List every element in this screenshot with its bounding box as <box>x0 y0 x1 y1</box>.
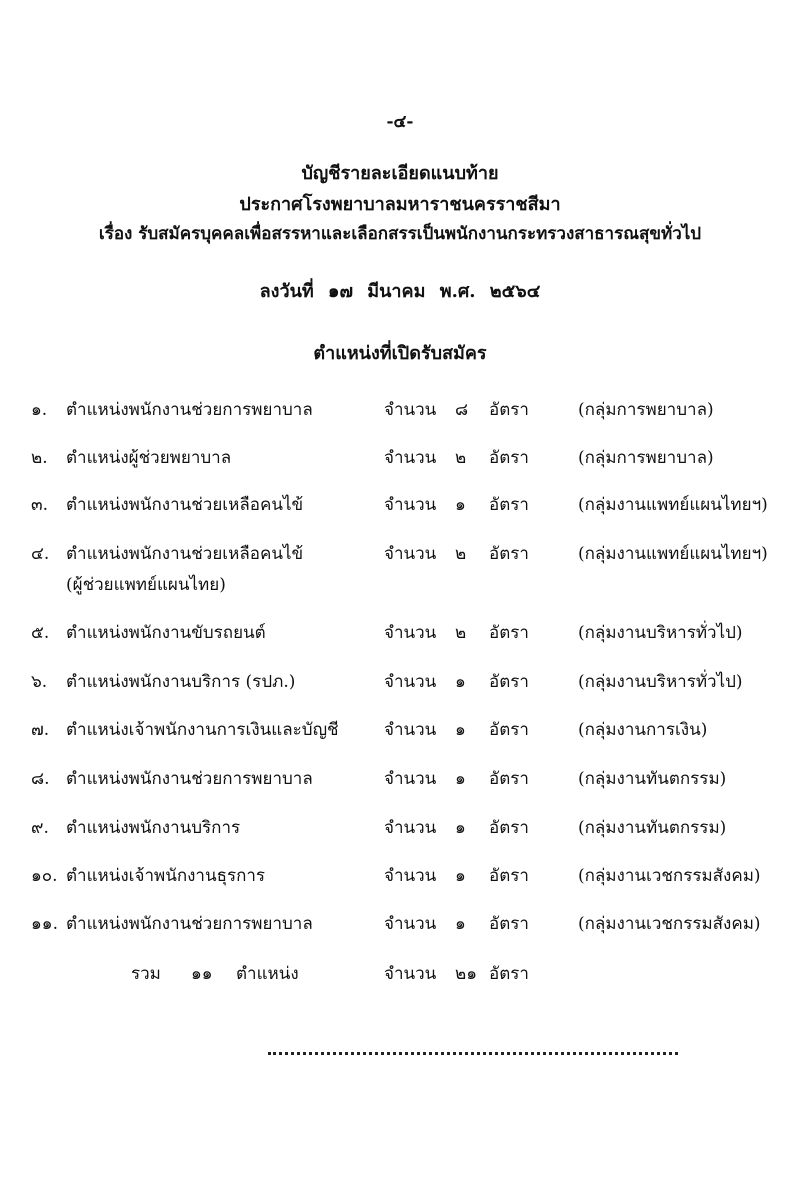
total-count: ๒๑ <box>455 964 477 984</box>
position-number: ๘. <box>31 769 50 789</box>
position-title: ตำแหน่งพนักงานบริการ (รปภ.) <box>66 672 296 692</box>
header-line-1: บัญชีรายละเอียดแนบท้าย <box>301 163 499 184</box>
position-count: ๒ <box>455 448 467 468</box>
count-label: จำนวน <box>384 818 437 838</box>
position-row <box>0 814 800 844</box>
position-count: ๒ <box>455 544 467 564</box>
position-number: ๗. <box>31 720 50 740</box>
position-title: ตำแหน่งพนักงานช่วยการพยาบาล <box>66 400 313 420</box>
total-count-unit: อัตรา <box>489 964 529 984</box>
count-label: จำนวน <box>384 720 437 740</box>
position-title: ตำแหน่งผู้ช่วยพยาบาล <box>66 448 232 468</box>
position-number: ๒. <box>31 448 48 468</box>
position-subtitle: (ผู้ช่วยแพทย์แผนไทย) <box>66 575 226 595</box>
position-count: ๘ <box>455 400 469 420</box>
section-title: ตำแหน่งที่เปิดรับสมัคร <box>313 343 487 364</box>
position-row <box>0 668 800 698</box>
count-unit: อัตรา <box>489 672 529 692</box>
position-title: ตำแหน่งพนักงานขับรถยนต์ <box>66 623 266 643</box>
position-row <box>0 491 800 521</box>
position-count: ๑ <box>455 914 466 934</box>
position-row <box>0 765 800 795</box>
position-row <box>0 444 800 474</box>
position-row <box>0 716 800 746</box>
count-label: จำนวน <box>384 914 437 934</box>
position-number: ๔. <box>31 544 50 564</box>
count-label: จำนวน <box>384 623 437 643</box>
position-department: (กลุ่มงานแพทย์แผนไทยฯ) <box>578 544 768 564</box>
position-number: ๑. <box>31 400 48 420</box>
position-number: ๑๐. <box>31 866 58 886</box>
total-label: รวม <box>131 964 161 984</box>
position-count: ๑ <box>455 769 466 789</box>
position-title: ตำแหน่งพนักงานบริการ <box>66 818 241 838</box>
count-unit: อัตรา <box>489 914 529 934</box>
count-label: จำนวน <box>384 769 437 789</box>
count-unit: อัตรา <box>489 544 529 564</box>
position-department: (กลุ่มงานบริหารทั่วไป) <box>578 672 743 692</box>
position-row <box>0 862 800 892</box>
position-department: (กลุ่มงานเวชกรรมสังคม) <box>578 866 761 886</box>
position-row <box>0 910 800 940</box>
page-number: -๔- <box>386 112 414 132</box>
total-positions-count: ๑๑ <box>191 964 213 984</box>
position-title: ตำแหน่งพนักงานช่วยเหลือคนไข้ <box>66 495 304 515</box>
count-unit: อัตรา <box>489 818 529 838</box>
position-number: ๕. <box>31 623 50 643</box>
count-label: จำนวน <box>384 544 437 564</box>
count-label: จำนวน <box>384 400 437 420</box>
position-number: ๓. <box>31 495 49 515</box>
count-label: จำนวน <box>384 448 437 468</box>
position-row <box>0 396 800 426</box>
position-title: ตำแหน่งพนักงานช่วยการพยาบาล <box>66 914 313 934</box>
total-positions-unit: ตำแหน่ง <box>236 964 299 984</box>
position-count: ๑ <box>455 672 466 692</box>
count-unit: อัตรา <box>489 623 529 643</box>
count-label: จำนวน <box>384 866 437 886</box>
position-department: (กลุ่มงานทันตกรรม) <box>578 818 727 838</box>
position-department: (กลุ่มงานเวชกรรมสังคม) <box>578 914 761 934</box>
position-count: ๑ <box>455 818 466 838</box>
position-department: (กลุ่มการพยาบาล) <box>578 400 714 420</box>
count-unit: อัตรา <box>489 448 529 468</box>
position-title: ตำแหน่งพนักงานช่วยการพยาบาล <box>66 769 313 789</box>
position-department: (กลุ่มงานแพทย์แผนไทยฯ) <box>578 495 768 515</box>
position-number: ๖. <box>31 672 48 692</box>
position-row <box>0 540 800 595</box>
count-label: จำนวน <box>384 672 437 692</box>
position-count: ๑ <box>455 720 466 740</box>
count-unit: อัตรา <box>489 720 529 740</box>
position-count: ๑ <box>455 495 466 515</box>
announcement-date: ลงวันที่ ๑๗ มีนาคม พ.ศ. ๒๕๖๔ <box>259 281 541 302</box>
position-title: ตำแหน่งพนักงานช่วยเหลือคนไข้ <box>66 544 304 564</box>
position-number: ๙. <box>31 818 49 838</box>
position-count: ๑ <box>455 866 466 886</box>
position-number: ๑๑. <box>31 914 58 934</box>
position-title: ตำแหน่งเจ้าพนักงานธุรการ <box>66 866 266 886</box>
position-department: (กลุ่มงานทันตกรรม) <box>578 769 727 789</box>
position-department: (กลุ่มงานบริหารทั่วไป) <box>578 623 743 643</box>
header-line-2: ประกาศโรงพยาบาลมหาราชนครราชสีมา <box>239 194 561 215</box>
position-row <box>0 619 800 649</box>
signature-dotted-line <box>268 1052 678 1055</box>
count-unit: อัตรา <box>489 495 529 515</box>
header-line-3: เรื่อง รับสมัครบุคคลเพื่อสรรหาและเลือกสรรเป็นพนักงานกระทรวงสาธารณสุขทั่วไป <box>98 224 702 244</box>
count-unit: อัตรา <box>489 866 529 886</box>
total-row <box>0 960 800 990</box>
count-label: จำนวน <box>384 495 437 515</box>
count-unit: อัตรา <box>489 400 529 420</box>
total-count-label: จำนวน <box>384 964 437 984</box>
position-title: ตำแหน่งเจ้าพนักงานการเงินและบัญชี <box>66 720 339 740</box>
position-department: (กลุ่มการพยาบาล) <box>578 448 714 468</box>
position-department: (กลุ่มงานการเงิน) <box>578 720 708 740</box>
position-count: ๒ <box>455 623 467 643</box>
count-unit: อัตรา <box>489 769 529 789</box>
